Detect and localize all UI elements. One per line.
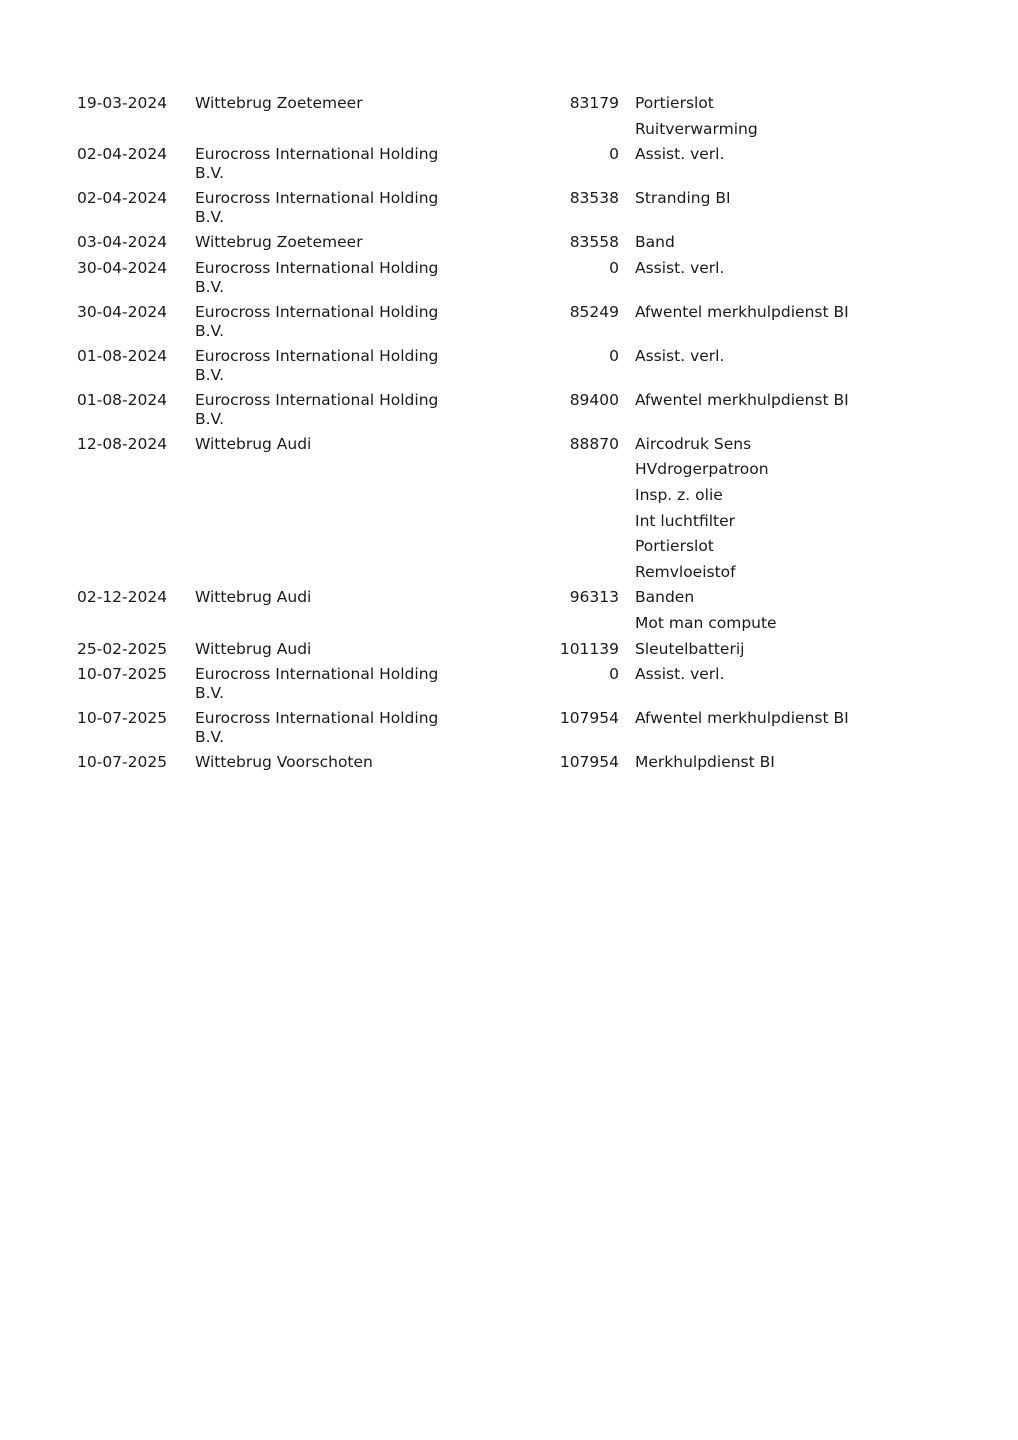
work-items bbox=[635, 145, 935, 171]
table-row bbox=[77, 391, 937, 435]
dealer-cell: Eurocross International Holding B.V. bbox=[195, 302, 439, 340]
dealer-cell: Wittebrug Audi bbox=[195, 434, 312, 453]
work-item: Merkhulpdienst BI bbox=[635, 753, 775, 772]
dealer-cell: Eurocross International Holding B.V. bbox=[195, 258, 439, 296]
work-item: Aircodruk Sens bbox=[635, 434, 752, 453]
dealer-cell: Eurocross International Holding B.V. bbox=[195, 145, 439, 183]
work-item: Afwentel merkhulpdienst BI bbox=[635, 390, 849, 409]
dealer-cell: Wittebrug Audi bbox=[195, 588, 312, 607]
work-items bbox=[635, 665, 935, 691]
dealer-cell: Eurocross International Holding B.V. bbox=[195, 709, 439, 747]
work-items bbox=[635, 753, 935, 779]
table-row bbox=[77, 640, 937, 666]
date-cell: 01-08-2024 bbox=[77, 346, 168, 365]
table-row bbox=[77, 435, 937, 589]
date-cell: 02-04-2024 bbox=[77, 189, 168, 208]
mileage-cell: 83558 bbox=[569, 233, 619, 252]
table-row bbox=[77, 709, 937, 753]
work-items bbox=[635, 189, 935, 215]
work-items bbox=[635, 391, 935, 417]
dealer-cell: Wittebrug Zoetemeer bbox=[195, 233, 363, 252]
mileage-cell: 0 bbox=[609, 258, 619, 277]
date-cell: 10-07-2025 bbox=[77, 709, 168, 728]
dealer-cell: Wittebrug Audi bbox=[195, 639, 312, 658]
work-item: Assist. verl. bbox=[635, 346, 725, 365]
table-row bbox=[77, 347, 937, 391]
work-item: Assist. verl. bbox=[635, 258, 725, 277]
date-cell: 19-03-2024 bbox=[77, 94, 168, 112]
table-row bbox=[77, 145, 937, 189]
mileage-cell: 83179 bbox=[569, 94, 619, 112]
table-row bbox=[77, 94, 937, 145]
work-items bbox=[635, 640, 935, 666]
mileage-cell: 89400 bbox=[569, 390, 619, 409]
maintenance-history-table bbox=[77, 94, 937, 779]
date-cell: 25-02-2025 bbox=[77, 639, 168, 658]
work-item: Stranding BI bbox=[635, 189, 731, 208]
mileage-cell: 107954 bbox=[559, 709, 619, 728]
dealer-cell: Eurocross International Holding B.V. bbox=[195, 346, 439, 384]
table-row bbox=[77, 189, 937, 233]
table-row bbox=[77, 665, 937, 709]
dealer-cell: Eurocross International Holding B.V. bbox=[195, 665, 439, 703]
work-item: Insp. z. olie bbox=[635, 485, 723, 504]
mileage-cell: 107954 bbox=[559, 753, 619, 772]
work-item: Portierslot bbox=[635, 537, 714, 556]
work-items bbox=[635, 94, 935, 145]
work-items bbox=[635, 259, 935, 285]
dealer-cell: Wittebrug Voorschoten bbox=[195, 753, 373, 772]
work-items bbox=[635, 588, 935, 639]
mileage-cell: 101139 bbox=[559, 639, 619, 658]
work-item: Assist. verl. bbox=[635, 665, 725, 684]
work-items bbox=[635, 709, 935, 735]
work-item: Banden bbox=[635, 588, 695, 607]
work-items bbox=[635, 435, 935, 589]
mileage-cell: 85249 bbox=[569, 302, 619, 321]
mileage-cell: 0 bbox=[609, 346, 619, 365]
date-cell: 30-04-2024 bbox=[77, 302, 168, 321]
work-item: HVdrogerpatroon bbox=[635, 460, 769, 479]
date-cell: 12-08-2024 bbox=[77, 434, 168, 453]
work-items bbox=[635, 347, 935, 373]
work-items bbox=[635, 233, 935, 259]
table-row bbox=[77, 753, 937, 779]
work-item: Ruitverwarming bbox=[635, 119, 758, 138]
work-items bbox=[635, 303, 935, 329]
dealer-cell: Eurocross International Holding B.V. bbox=[195, 390, 439, 428]
mileage-cell: 88870 bbox=[569, 434, 619, 453]
date-cell: 02-04-2024 bbox=[77, 145, 168, 164]
date-cell: 02-12-2024 bbox=[77, 588, 168, 607]
date-cell: 03-04-2024 bbox=[77, 233, 168, 252]
table-row bbox=[77, 233, 937, 259]
mileage-cell: 0 bbox=[609, 145, 619, 164]
date-cell: 10-07-2025 bbox=[77, 665, 168, 684]
date-cell: 10-07-2025 bbox=[77, 753, 168, 772]
work-item: Portierslot bbox=[635, 94, 714, 112]
work-item: Band bbox=[635, 233, 675, 252]
work-item: Remvloeistof bbox=[635, 562, 736, 581]
table-row bbox=[77, 303, 937, 347]
work-item: Mot man compute bbox=[635, 613, 777, 632]
work-item: Afwentel merkhulpdienst BI bbox=[635, 302, 849, 321]
mileage-cell: 83538 bbox=[569, 189, 619, 208]
table-row bbox=[77, 588, 937, 639]
work-item: Afwentel merkhulpdienst BI bbox=[635, 709, 849, 728]
mileage-cell: 0 bbox=[609, 665, 619, 684]
dealer-cell: Wittebrug Zoetemeer bbox=[195, 94, 363, 112]
table-row bbox=[77, 259, 937, 303]
mileage-cell: 96313 bbox=[569, 588, 619, 607]
work-item: Sleutelbatterij bbox=[635, 639, 745, 658]
date-cell: 01-08-2024 bbox=[77, 390, 168, 409]
work-item: Assist. verl. bbox=[635, 145, 725, 164]
date-cell: 30-04-2024 bbox=[77, 258, 168, 277]
work-item: Int luchtfilter bbox=[635, 511, 736, 530]
dealer-cell: Eurocross International Holding B.V. bbox=[195, 189, 439, 227]
